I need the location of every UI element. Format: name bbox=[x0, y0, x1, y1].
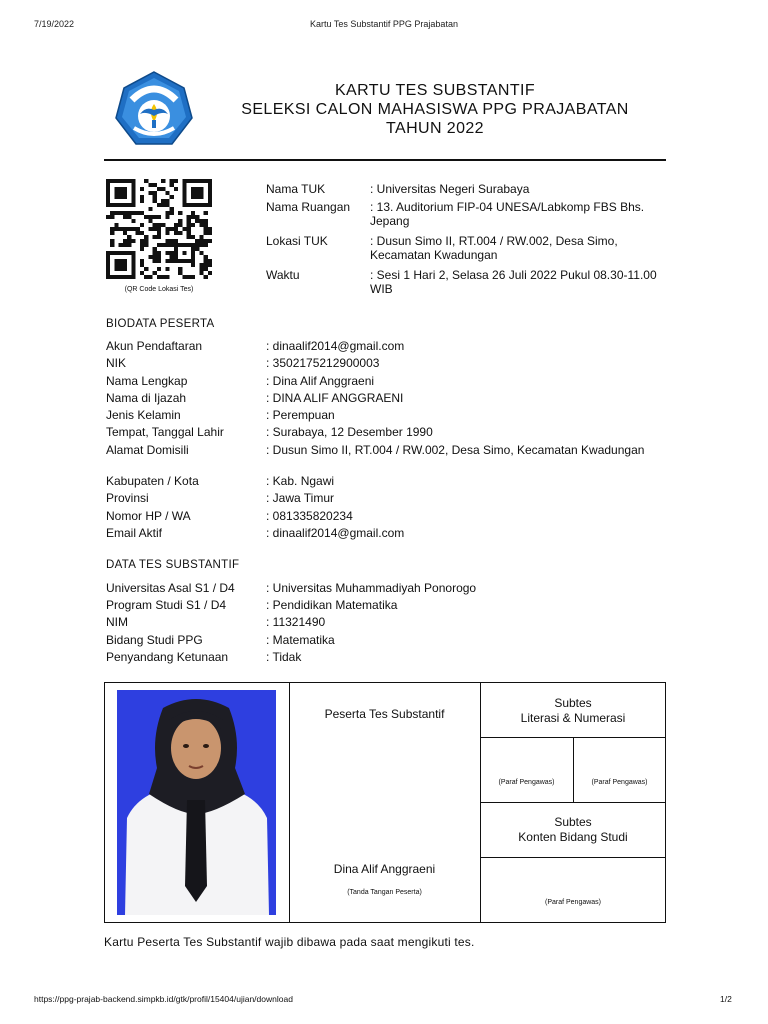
biodata-label: Nomor HP / WA bbox=[106, 509, 191, 523]
biodata-label: Tempat, Tanggal Lahir bbox=[106, 425, 224, 439]
tuk-row-ruangan bbox=[266, 200, 666, 230]
biodata-value: : dinaalif2014@gmail.com bbox=[266, 339, 405, 353]
tuk-value: : Sesi 1 Hari 2, Selasa 26 Juli 2022 Pukul 08.30-11.00 WIB bbox=[370, 268, 657, 296]
tuk-row-waktu bbox=[266, 268, 666, 298]
biodata-label: Alamat Domisili bbox=[106, 443, 189, 457]
data-tes-label: Program Studi S1 / D4 bbox=[106, 598, 227, 612]
data-tes-label: Bidang Studi PPG bbox=[106, 633, 203, 647]
peserta-label: Peserta Tes Substantif bbox=[324, 707, 445, 721]
tuk-value: : 13. Auditorium FIP-04 UNESA/Labkomp FBS Bhs. Jepang bbox=[370, 200, 645, 228]
paraf-pengawas-2: (Paraf Pengawas) bbox=[591, 779, 648, 786]
data-tes-label: Universitas Asal S1 / D4 bbox=[106, 581, 235, 595]
biodata-value: : 3502175212900003 bbox=[266, 356, 380, 370]
biodata-value: : dinaalif2014@gmail.com bbox=[266, 526, 405, 540]
biodata-row bbox=[106, 339, 666, 353]
biodata-label: Jenis Kelamin bbox=[106, 408, 181, 422]
divider bbox=[573, 737, 574, 802]
biodata-section-title: BIODATA PESERTA bbox=[106, 318, 215, 330]
data-tes-row bbox=[106, 615, 666, 629]
tuk-row-nama bbox=[266, 182, 666, 196]
data-tes-value: : Pendidikan Matematika bbox=[266, 598, 398, 612]
biodata-label: Email Aktif bbox=[106, 526, 163, 540]
data-tes-label: Penyandang Ketunaan bbox=[106, 650, 229, 664]
biodata-value: : 081335820234 bbox=[266, 509, 353, 523]
biodata-value: : Jawa Timur bbox=[266, 491, 335, 505]
biodata-row bbox=[106, 526, 666, 540]
peserta-sign-caption: (Tanda Tangan Peserta) bbox=[347, 889, 422, 896]
tuk-value: : Universitas Negeri Surabaya bbox=[370, 182, 530, 196]
qr-caption: (QR Code Lokasi Tes) bbox=[124, 286, 194, 293]
tuk-label: Nama Ruangan bbox=[266, 200, 351, 214]
biodata-value: : Dusun Simo II, RT.004 / RW.002, Desa Simo, Kecamatan Kwadungan bbox=[266, 443, 645, 457]
tuk-row-lokasi bbox=[266, 234, 666, 264]
divider bbox=[480, 802, 666, 803]
footer-note: Kartu Peserta Tes Substantif wajib dibawa pada saat mengikuti tes. bbox=[104, 935, 475, 949]
biodata-row bbox=[106, 443, 666, 473]
biodata-label: Kabupaten / Kota bbox=[106, 474, 199, 488]
divider bbox=[480, 857, 666, 858]
qr-code-icon bbox=[106, 179, 212, 279]
data-tes-row bbox=[106, 633, 666, 647]
peserta-name: Dina Alif Anggraeni bbox=[333, 862, 436, 876]
biodata-value: : DINA ALIF ANGGRAENI bbox=[266, 391, 404, 405]
participant-photo bbox=[117, 690, 276, 915]
data-tes-value: : Universitas Muhammadiyah Ponorogo bbox=[266, 581, 477, 595]
tuk-label: Nama TUK bbox=[266, 182, 326, 196]
biodata-value: : Kab. Ngawi bbox=[266, 474, 335, 488]
card-title-line-1: KARTU TES SUBSTANTIF bbox=[334, 82, 536, 99]
print-page-number: 1/2 bbox=[720, 994, 732, 1004]
data-tes-label: NIM bbox=[106, 615, 128, 629]
print-page-title: Kartu Tes Substantif PPG Prajabatan bbox=[310, 19, 458, 29]
biodata-row bbox=[106, 356, 666, 370]
data-tes-row bbox=[106, 581, 666, 595]
data-tes-row bbox=[106, 650, 666, 664]
biodata-row bbox=[106, 509, 666, 523]
biodata-row bbox=[106, 474, 666, 488]
subtes2-line1: Subtes bbox=[554, 815, 592, 829]
subtes1-line1: Subtes bbox=[554, 696, 592, 710]
subtes1-line2: Literasi & Numerasi bbox=[520, 711, 626, 725]
biodata-row bbox=[106, 391, 666, 405]
tuk-value: : Dusun Simo II, RT.004 / RW.002, Desa Simo, Kecamatan Kwadungan bbox=[370, 234, 618, 262]
biodata-label: Akun Pendaftaran bbox=[106, 339, 203, 353]
biodata-row bbox=[106, 408, 666, 422]
biodata-label: Provinsi bbox=[106, 491, 149, 505]
biodata-row bbox=[106, 374, 666, 388]
card-title-line-3: TAHUN 2022 bbox=[386, 120, 484, 137]
data-tes-section-title: DATA TES SUBSTANTIF bbox=[106, 559, 240, 571]
print-url: https://ppg-prajab-backend.simpkb.id/gtk/profil/15404/ujian/download bbox=[34, 994, 293, 1004]
biodata-value: : Dina Alif Anggraeni bbox=[266, 374, 375, 388]
tut-wuri-handayani-logo bbox=[112, 70, 196, 150]
biodata-value: : Perempuan bbox=[266, 408, 335, 422]
biodata-label: Nama Lengkap bbox=[106, 374, 188, 388]
tuk-label: Lokasi TUK bbox=[266, 234, 328, 248]
data-tes-row bbox=[106, 598, 666, 612]
card-title bbox=[212, 81, 658, 138]
card-title-line-2: SELEKSI CALON MAHASISWA PPG PRAJABATAN bbox=[241, 101, 629, 118]
data-tes-value: : Matematika bbox=[266, 633, 335, 647]
biodata-label: NIK bbox=[106, 356, 127, 370]
biodata-label: Nama di Ijazah bbox=[106, 391, 187, 405]
paraf-pengawas-3: (Paraf Pengawas) bbox=[544, 899, 602, 906]
paraf-pengawas-1: (Paraf Pengawas) bbox=[498, 779, 555, 786]
print-date: 7/19/2022 bbox=[34, 19, 75, 29]
tuk-label: Waktu bbox=[266, 268, 300, 282]
biodata-row bbox=[106, 491, 666, 505]
header-divider bbox=[104, 159, 666, 161]
biodata-row bbox=[106, 425, 666, 439]
biodata-value: : Surabaya, 12 Desember 1990 bbox=[266, 425, 433, 439]
data-tes-value: : 11321490 bbox=[266, 615, 326, 629]
subtes2-line2: Konten Bidang Studi bbox=[518, 830, 628, 844]
data-tes-value: : Tidak bbox=[266, 650, 302, 664]
